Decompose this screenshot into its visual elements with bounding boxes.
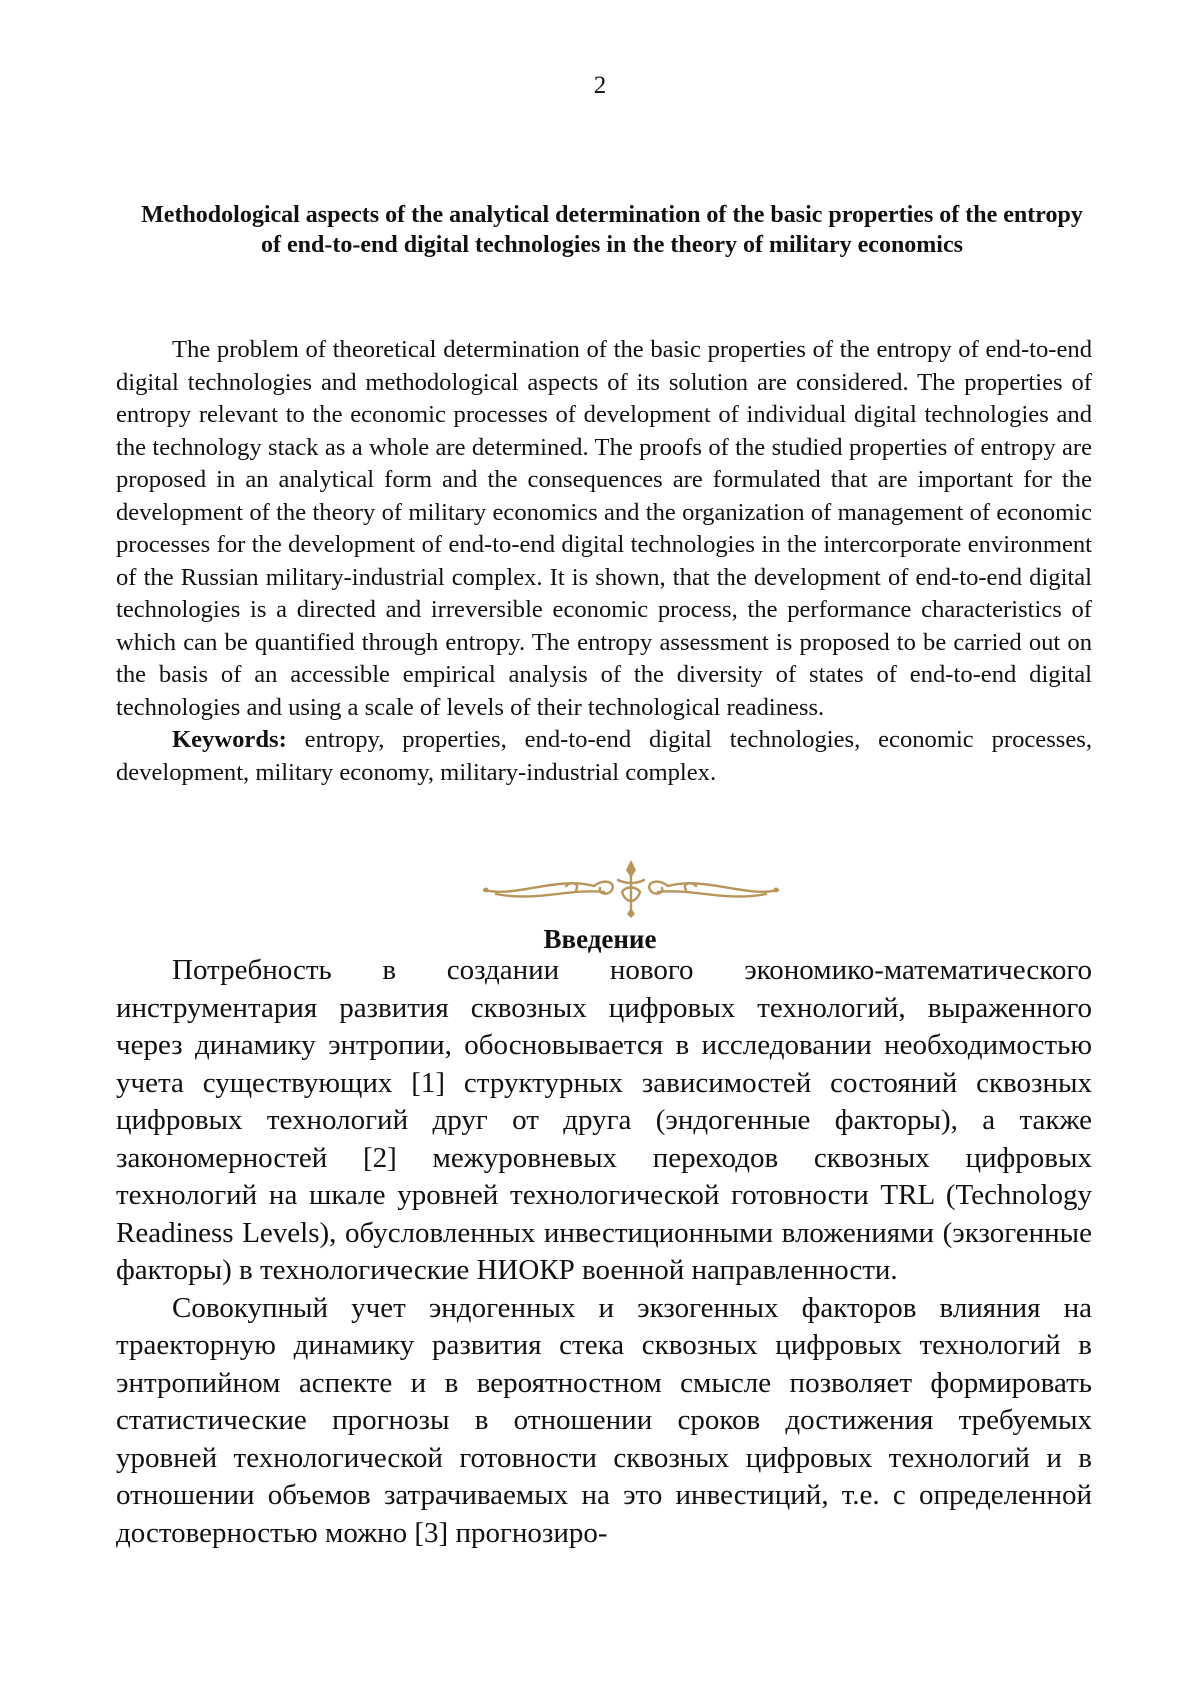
body-paragraph: Потребность в создании нового экономико-математического инструментария развития сквозных цифровых технологий, выраженного через динамику энтропии, обосновывается в исследовании необходимостью учета существующих [1] структурных зависимостей состояний сквозных цифровых технологий друг от друга (эндогенные факторы), а также закономерностей [2] межуровневых переходов сквозных цифровых технологий на шкале уровней технологической готовности TRL (Technology Readiness Levels), обусловленных инвестиционными вложениями (экзогенные факторы) в технологические НИОКР военной направленности.	[116, 954, 1092, 1286]
section-heading: Введение	[543, 924, 657, 954]
decorative-scroll-ornament-icon	[476, 858, 786, 918]
page-number: 2	[593, 72, 607, 99]
abstract	[116, 334, 1092, 789]
keywords-paragraph	[116, 724, 1092, 789]
keywords-text: entropy, properties, end-to-end digital technologies, economic processes, development, military economy, military-industrial complex.	[116, 726, 1093, 786]
abstract-text: The problem of theoretical determination of the basic properties of the entropy of end-to-end digital technologies and methodological aspects of its solution are considered. The properties of entropy relevant to the economic processes of development of individual digital technologies and the technology stack as a whole are determined. The proofs of the studied properties of entropy are proposed in an analytical form and the consequences are formulated that are important for the development of the theory of military economics and the organization of management of economic processes for the development of end-to-end digital technologies in the intercorporate environment of the Russian military-industrial complex. It is shown, that the development of end-to-end digital technologies is a directed and irreversible economic process, the performance characteristics of which can be quantified through entropy. The entropy assessment is proposed to be carried out on the basis of an accessible empirical analysis of the diversity of states of end-to-end digital technologies and using a scale of levels of their technological readiness.	[116, 336, 1092, 721]
section-body	[116, 952, 1092, 1552]
keywords-label: Keywords:	[172, 726, 287, 753]
body-paragraph: Совокупный учет эндогенных и экзогенных факторов влияния на траекторную динамику развития стека сквозных цифровых технологий в энтропийном аспекте и в вероятностном смысле позволяет формировать статистические прогнозы в отношении сроков достижения требуемых уровней технологической готовности сквозных цифровых технологий и в отношении объемов затрачиваемых на это инвестиций, т.е. с определенной достоверностью можно [3] прогнозиро-	[116, 1291, 1092, 1549]
paper-title: Methodological aspects of the analytical determination of the basic properties of the entropy of end-to-end digital technologies in the theory of military economics	[141, 202, 1083, 258]
